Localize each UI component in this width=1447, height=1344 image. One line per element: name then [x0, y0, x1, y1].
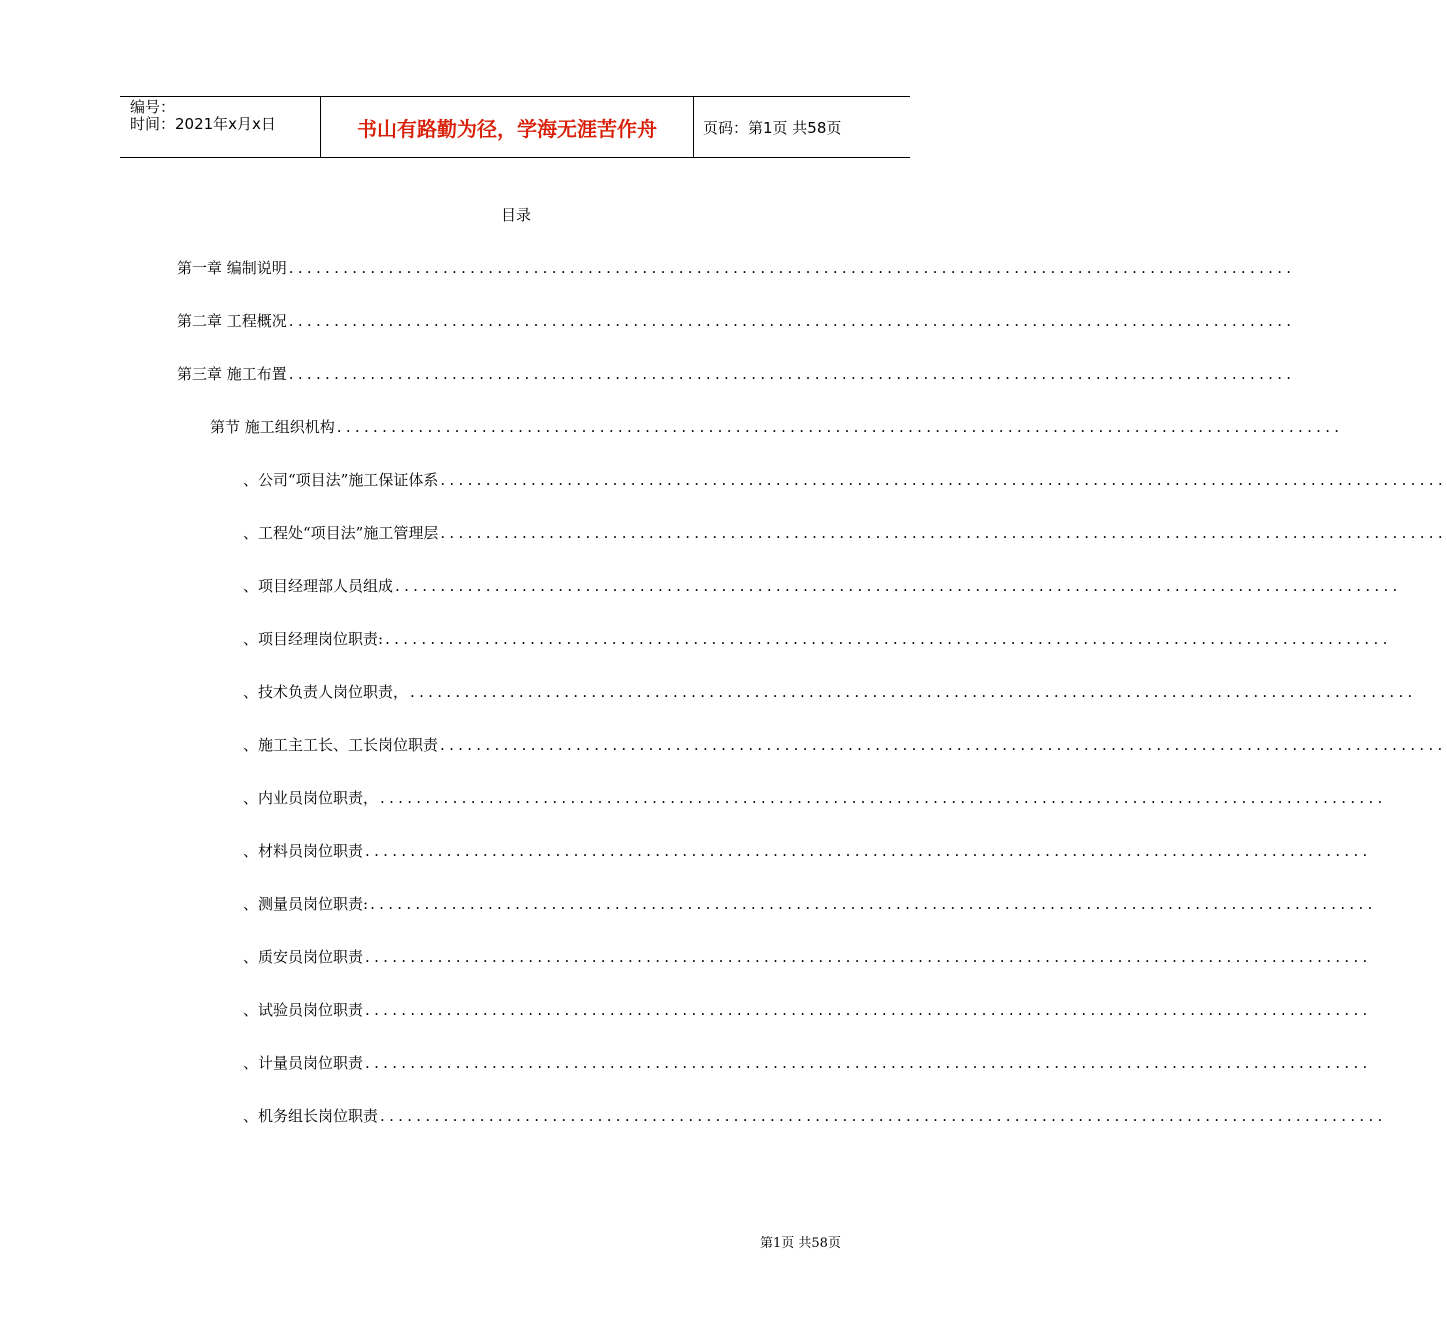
toc-entry-label: 机务组长岗位职责 [258, 1107, 379, 1125]
toc-leader-dots: ............................................................................................................... [288, 365, 1296, 383]
toc-entry-label: 项目经理部人员组成 [258, 577, 394, 595]
toc-bullet: 、 [243, 1107, 259, 1125]
toc-entry[interactable] [243, 999, 1372, 1021]
toc-leader-dots: ............................................................................................................... [336, 418, 1344, 436]
toc-entry[interactable] [243, 575, 1402, 597]
toc-entry[interactable] [243, 787, 1387, 809]
toc-leader-dots: ............................................................................................................... [440, 524, 1447, 542]
header-motto: 书山有路勤为径，学海无涯苦作舟 [357, 116, 657, 141]
toc-entry[interactable] [243, 681, 1417, 703]
toc-leader-dots: ............................................................................................................... [395, 577, 1402, 595]
document-time-label: 时间：2021年x月x日 [130, 115, 276, 133]
toc-leader-dots: ............................................................................................................... [385, 630, 1392, 648]
toc-entry-label: 材料员岗位职责 [258, 842, 364, 860]
toc-bullet: 、 [243, 524, 259, 542]
toc-leader-dots: ............................................................................................................... [440, 471, 1447, 489]
toc-bullet: 、 [243, 842, 259, 860]
toc-bullet: 、 [243, 471, 259, 489]
toc-title: 目录 [500, 206, 531, 224]
toc-entry-label: 公司“项目法”施工保证体系 [258, 471, 439, 489]
toc-leader-dots: ............................................................................................................... [365, 842, 1372, 860]
toc-entry[interactable] [243, 840, 1372, 862]
toc-bullet: 、 [243, 683, 259, 701]
toc-entry[interactable] [243, 893, 1377, 915]
toc-leader-dots: ............................................................................................................... [370, 895, 1377, 913]
toc-entry-label: 计量员岗位职责 [258, 1054, 364, 1072]
toc-leader-dots: ............................................................................................................... [365, 1001, 1372, 1019]
page-footer-number: 第1页 共58页 [760, 1236, 841, 1251]
toc-bullet: 、 [243, 1001, 259, 1019]
toc-entry-label: 试验员岗位职责 [258, 1001, 364, 1019]
header-page-number: 页码：第1页 共58页 [703, 118, 842, 137]
toc-entry-label: 技术负责人岗位职责， [258, 683, 409, 701]
toc-entry[interactable] [210, 416, 1344, 438]
toc-entry-label: 第节 施工组织机构 [210, 418, 335, 436]
toc-entry-label: 项目经理岗位职责: [258, 630, 384, 648]
toc-entry-label: 第一章 编制说明 [177, 259, 287, 277]
header-page-cell [694, 97, 910, 157]
toc-leader-dots: ............................................................................................................... [380, 789, 1387, 807]
toc-leader-dots: ............................................................................................................... [288, 312, 1296, 330]
toc-entry[interactable] [177, 257, 1296, 279]
toc-entry[interactable] [243, 1052, 1372, 1074]
toc-entry[interactable] [243, 628, 1392, 650]
toc-leader-dots: ............................................................................................................... [288, 259, 1296, 277]
toc-entry-label: 内业员岗位职责， [258, 789, 379, 807]
toc-bullet: 、 [243, 630, 259, 648]
toc-entry-label: 第三章 施工布置 [177, 365, 287, 383]
toc-entry-label: 测量员岗位职责: [258, 895, 369, 913]
toc-entry[interactable] [177, 310, 1296, 332]
toc-entry-label: 工程处“项目法”施工管理层 [258, 524, 439, 542]
toc-entry[interactable] [243, 734, 1447, 756]
toc-leader-dots: ............................................................................................................... [380, 1107, 1387, 1125]
toc-entry-label: 质安员岗位职责 [258, 948, 364, 966]
toc-bullet: 、 [243, 948, 259, 966]
toc-entry[interactable] [243, 946, 1372, 968]
toc-entry[interactable] [243, 1105, 1387, 1127]
toc-leader-dots: ............................................................................................................... [365, 948, 1372, 966]
header-motto-cell [321, 97, 694, 157]
toc-leader-dots: ............................................................................................................... [440, 736, 1447, 754]
toc-bullet: 、 [243, 577, 259, 595]
toc-entry-label: 施工主工长、工长岗位职责 [258, 736, 439, 754]
toc-entry-label: 第二章 工程概况 [177, 312, 287, 330]
toc-bullet: 、 [243, 789, 259, 807]
toc-entry[interactable] [243, 469, 1447, 491]
toc-entry[interactable] [177, 363, 1296, 385]
toc-entry[interactable] [243, 522, 1447, 544]
page-header [120, 96, 910, 158]
toc-bullet: 、 [243, 1054, 259, 1072]
header-meta-cell [120, 97, 321, 157]
toc-bullet: 、 [243, 736, 259, 754]
toc-leader-dots: ............................................................................................................... [365, 1054, 1372, 1072]
toc-leader-dots: ............................................................................................................... [410, 683, 1417, 701]
document-number-label: 编号： [130, 98, 176, 116]
toc-bullet: 、 [243, 895, 259, 913]
